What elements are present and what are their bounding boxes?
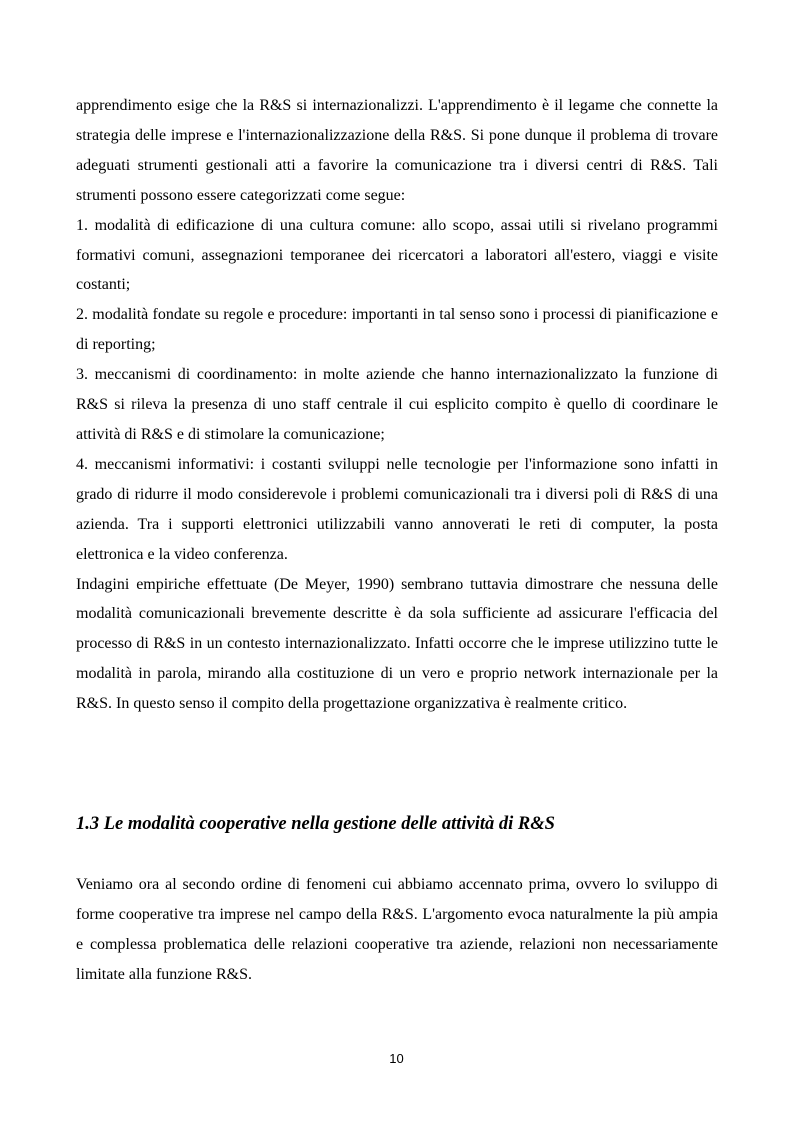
- page-content: [76, 91, 718, 983]
- list-item-regole-procedure: 2. modalità fondate su regole e procedure: importanti in tal senso sono i processi di pianificazione e di reporting;: [76, 306, 718, 354]
- body-paragraph-intro: apprendimento esige che la R&S si internazionalizzi. L'apprendimento è il legame che connette la strategia delle imprese e l'internazionalizzazione della R&S. Si pone dunque il problema di trovare adeguati strumenti gestionali atti a favorire la comunicazione tra i diversi centri di R&S. Tali strumenti possono essere categorizzati come segue:: [76, 97, 718, 204]
- body-paragraph-indagini: Indagini empiriche effettuate (De Meyer, 1990) sembrano tuttavia dimostrare che nessuna delle modalità comunicazionali brevemente descritte è da sola sufficiente ad assicurare l'efficacia del processo di R&S in un contesto internazionalizzato. Infatti occorre che le imprese utilizzino tutte le modalità in parola, mirando alla costituzione di un vero e proprio network internazionale per la R&S. In questo senso il compito della progettazione organizzativa è realmente critico.: [76, 575, 718, 713]
- list-item-cultura-comune: 1. modalità di edificazione di una cultura comune: allo scopo, assai utili si rivelano programmi formativi comuni, assegnazioni temporanee dei ricercatori a laboratori all'estero, viaggi e visite costanti;: [76, 216, 718, 294]
- section-paragraph: Veniamo ora al secondo ordine di fenomeni cui abbiamo accennato prima, ovvero lo sviluppo di forme cooperative tra imprese nel campo della R&S. L'argomento evoca naturalmente la più ampia e complessa problematica delle relazioni cooperative tra aziende, relazioni non necessariamente limitate alla funzione R&S.: [76, 876, 718, 983]
- section-heading: 1.3 Le modalità cooperative nella gestione delle attività di R&S: [76, 814, 555, 834]
- page-number: 10: [389, 1051, 404, 1066]
- list-item-coordinamento: 3. meccanismi di coordinamento: in molte aziende che hanno internazionalizzato la funzione di R&S si rileva la presenza di uno staff centrale il cui esplicito compito è quello di coordinare le attività di R&S e di stimolare la comunicazione;: [76, 366, 718, 443]
- section-body: [76, 870, 718, 990]
- list-item-informativi: 4. meccanismi informativi: i costanti sviluppi nelle tecnologie per l'informazione sono infatti in grado di ridurre il modo considerevole i problemi comunicazionali tra i diversi poli di R&S di una azienda. Tra i supporti elettronici utilizzabili vanno annoverati le reti di computer, la posta elettronica e la video conferenza.: [76, 455, 718, 563]
